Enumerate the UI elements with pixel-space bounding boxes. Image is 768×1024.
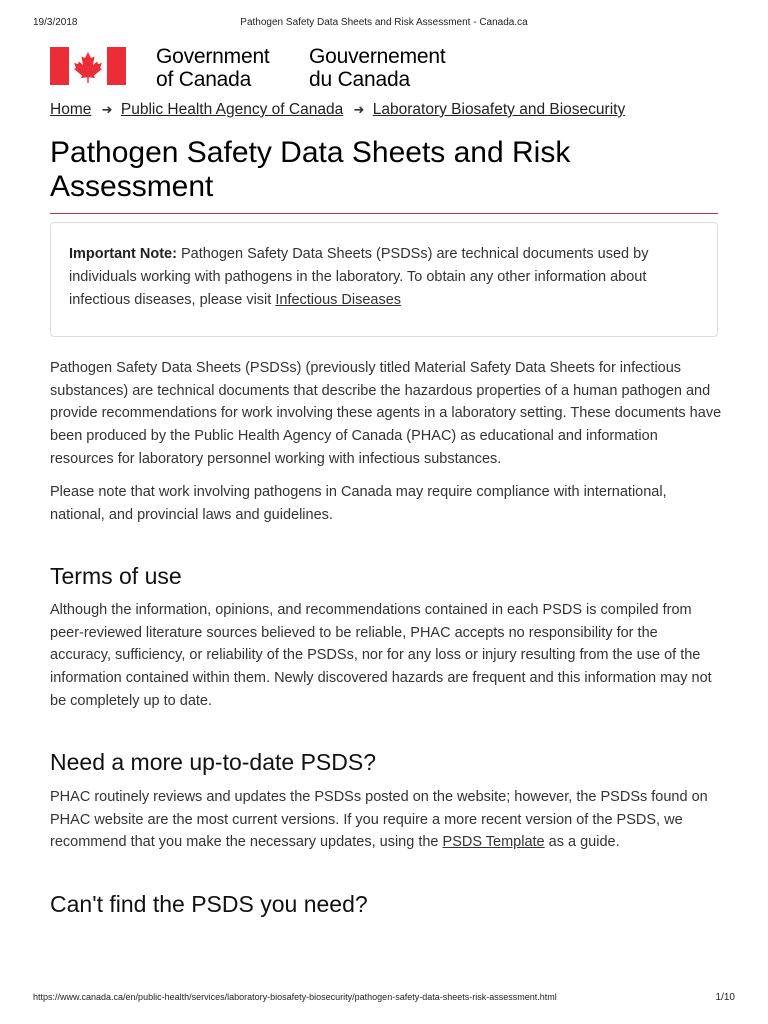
page-number: 1/10 [715, 992, 735, 1003]
signature-fr-line2: du Canada [309, 68, 410, 91]
note-text: Pathogen Safety Data Sheets (PSDSs) are technical documents used by individuals working with pathogens in the laboratory. To obtain any other information about infectious diseases, please visit [69, 246, 649, 308]
print-date: 19/3/2018 [33, 17, 78, 28]
signature-french [309, 45, 446, 91]
signature-english [156, 45, 270, 91]
signature-en-line1: Government [156, 45, 270, 68]
arrow-right-icon: ➜ [353, 102, 365, 117]
print-header [0, 17, 768, 31]
arrow-right-icon: ➜ [101, 102, 113, 117]
update-text-before: PHAC routinely reviews and updates the PSDSs posted on the website; however, the PSDSs found on PHAC website are the most current versions. If you require a more recent version of the PSDS, we recommend that you make the necessary updates, using the [50, 789, 708, 851]
print-url: https://www.canada.ca/en/public-health/services/laboratory-biosafety-biosecurity/pathogen-safety-data-sheets-risk-assessment.html [33, 992, 557, 1002]
breadcrumb-home[interactable]: Home [50, 101, 92, 118]
intro-paragraph-2: Please note that work involving pathogens in Canada may require compliance with international, national, and provincial laws and guidelines. [50, 484, 667, 523]
title-underline [50, 213, 718, 214]
terms-heading: Terms of use [50, 563, 182, 589]
signature-en-line2: of Canada [156, 68, 252, 91]
print-title: Pathogen Safety Data Sheets and Risk Assessment - Canada.ca [240, 17, 528, 28]
update-heading: Need a more up-to-date PSDS? [50, 749, 377, 775]
breadcrumb-phac[interactable]: Public Health Agency of Canada [120, 101, 344, 118]
cant-find-heading: Can't find the PSDS you need? [50, 891, 368, 917]
note-label: Important Note: [69, 246, 177, 262]
infectious-diseases-link[interactable]: Infectious Diseases [275, 292, 402, 308]
page-title: Pathogen Safety Data Sheets and Risk Assessment [50, 136, 571, 203]
important-note-panel [50, 222, 718, 337]
psds-template-link[interactable]: PSDS Template [442, 834, 545, 851]
breadcrumb [50, 101, 625, 119]
canada-flag-icon [50, 47, 126, 85]
update-paragraph [50, 786, 722, 854]
signature-fr-line1: Gouvernement [309, 45, 446, 68]
breadcrumb-lab-biosafety[interactable]: Laboratory Biosafety and Biosecurity [372, 101, 626, 118]
intro-paragraph-1: Pathogen Safety Data Sheets (PSDSs) (previously titled Material Safety Data Sheets for infectious substances) are technical documents that describe the hazardous properties of a human pathogen and provide recommendations for work involving these agents in a laboratory setting. These documents have been produced by the Public Health Agency of Canada (PHAC) as educational and information resources for laboratory personnel working with infectious substances. [50, 360, 722, 467]
terms-paragraph: Although the information, opinions, and recommendations contained in each PSDS is compiled from peer-reviewed literature sources believed to be reliable, PHAC accepts no responsibility for the accuracy, sufficiency, or reliability of the PSDSs, nor for any loss or injury resulting from the use of the information contained within them. Newly discovered hazards are frequent and this information may not be completely up to date. [50, 602, 712, 709]
print-footer [0, 992, 768, 1006]
update-text-after: as a guide. [544, 834, 620, 851]
